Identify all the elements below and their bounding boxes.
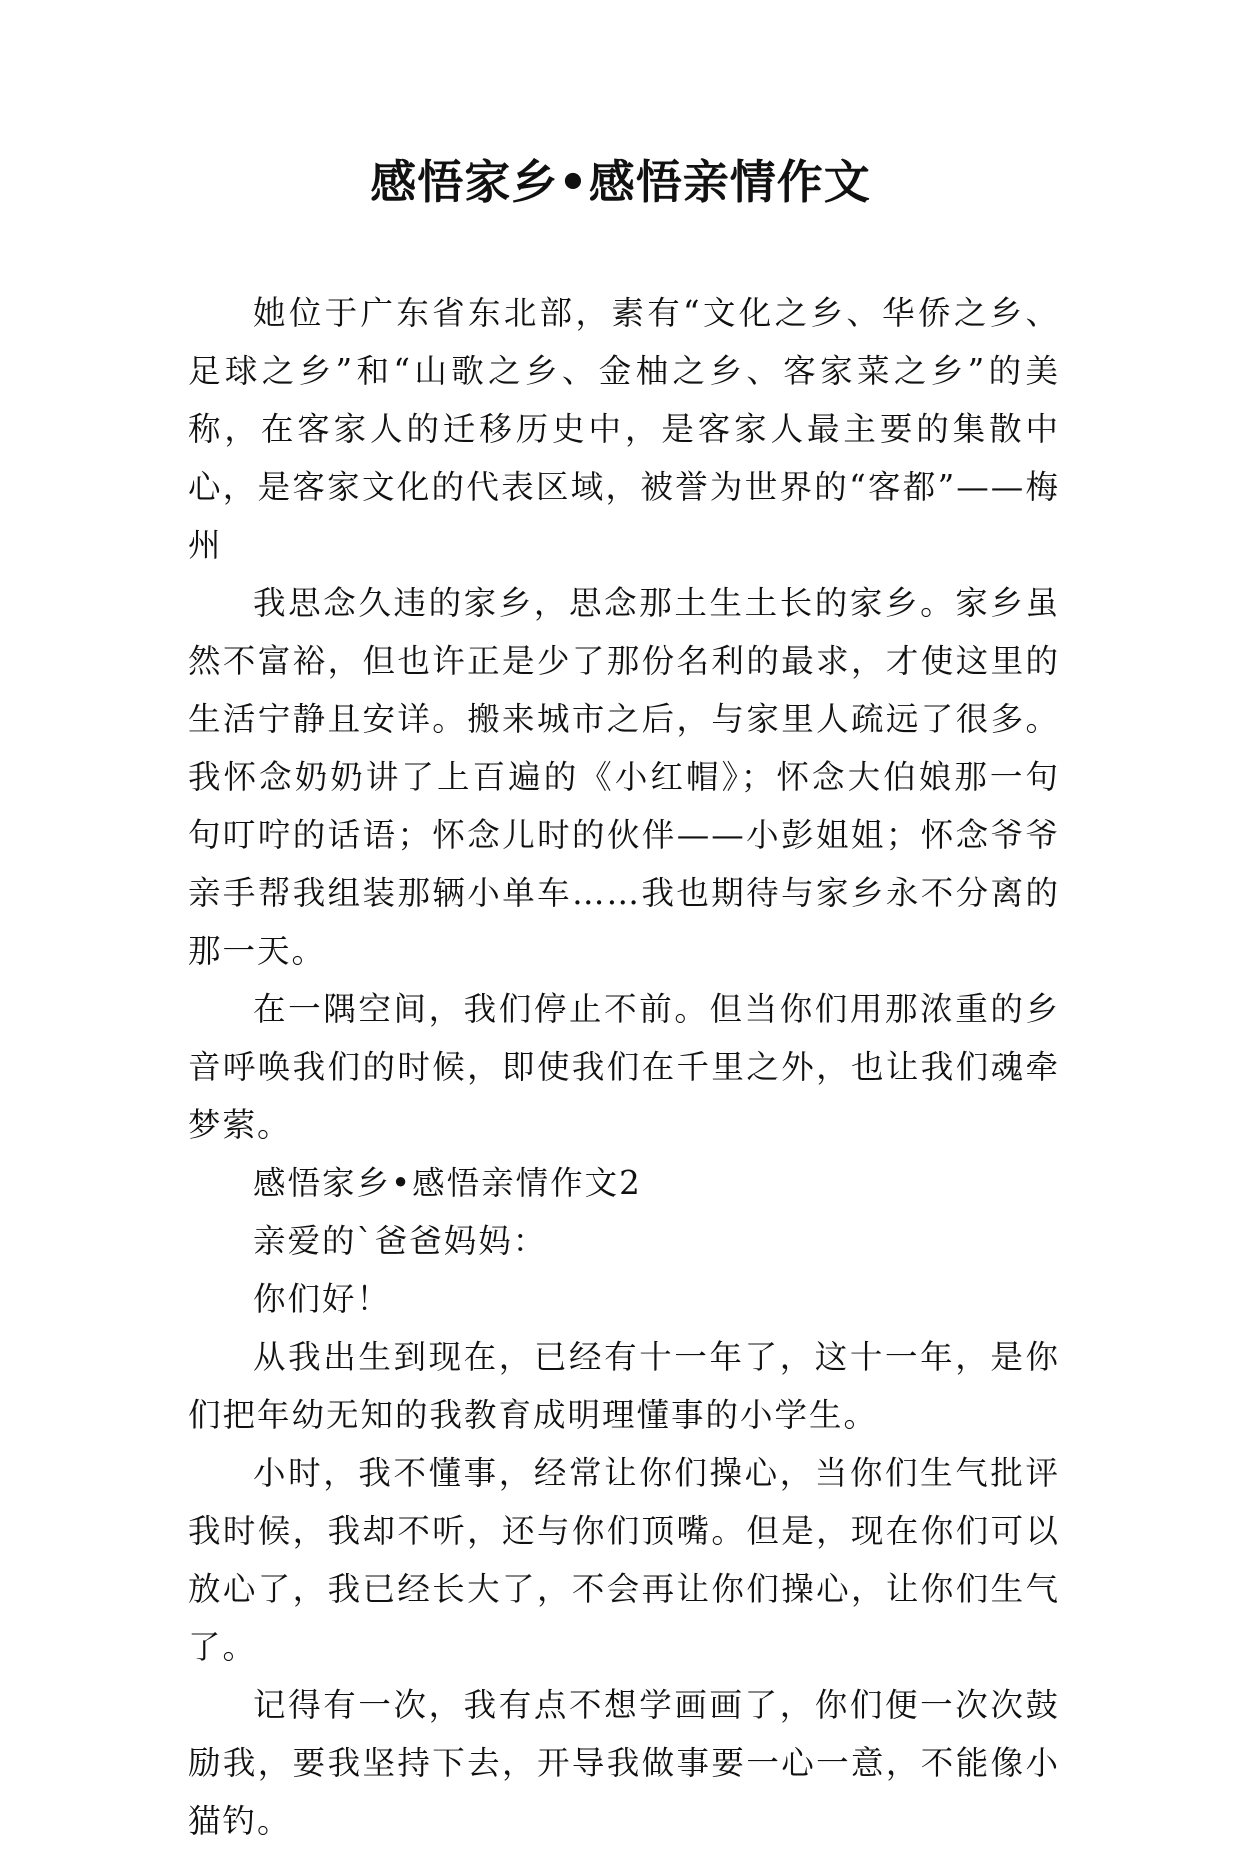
document-title: 感悟家乡•感悟亲情作文 — [370, 155, 871, 209]
letter-salutation: 亲爱的`爸爸妈妈： — [253, 1222, 548, 1260]
section-heading: 感悟家乡•感悟亲情作文2 — [253, 1164, 642, 1202]
paragraph: 我思念久违的家乡，思念那土生土长的家乡。家乡虽然不富裕，但也许正是少了那份名利的最求，才使这里的生活宁静且安详。搬来城市之后，与家里人疏远了很多。我怀念奶奶讲了上百遍的《小红帽》；怀念大伯娘那一句句叮咛的话语；怀念儿时的伙伴——小彭姐姐；怀念爷爷亲手帮我组装那辆小单车……我也期待与家乡永不分离的那一天。 — [188, 584, 1060, 970]
paragraph: 记得有一次，我有点不想学画画了，你们便一次次鼓励我，要我坚持下去，开导我做事要一心一意，不能像小猫钓。 — [188, 1686, 1060, 1840]
paragraph: 从我出生到现在，已经有十一年了，这十一年，是你们把年幼无知的我教育成明理懂事的小学生。 — [188, 1338, 1060, 1434]
paragraph: 她位于广东省东北部，素有“文化之乡、华侨之乡、足球之乡”和“山歌之乡、金柚之乡、客家菜之乡”的美称，在客家人的迁移历史中，是客家人最主要的集散中心，是客家文化的代表区域，被誉为世界的“客都”——梅州 — [188, 294, 1060, 564]
letter-greeting: 你们好！ — [253, 1280, 392, 1318]
paragraph: 小时，我不懂事，经常让你们操心，当你们生气批评我时候，我却不听，还与你们顶嘴。但是，现在你们可以放心了，我已经长大了，不会再让你们操心，让你们生气了。 — [188, 1454, 1060, 1666]
document-body — [188, 284, 1060, 1850]
paragraph: 在一隅空间，我们停止不前。但当你们用那浓重的乡音呼唤我们的时候，即使我们在千里之外，也让我们魂牵梦萦。 — [188, 990, 1060, 1144]
